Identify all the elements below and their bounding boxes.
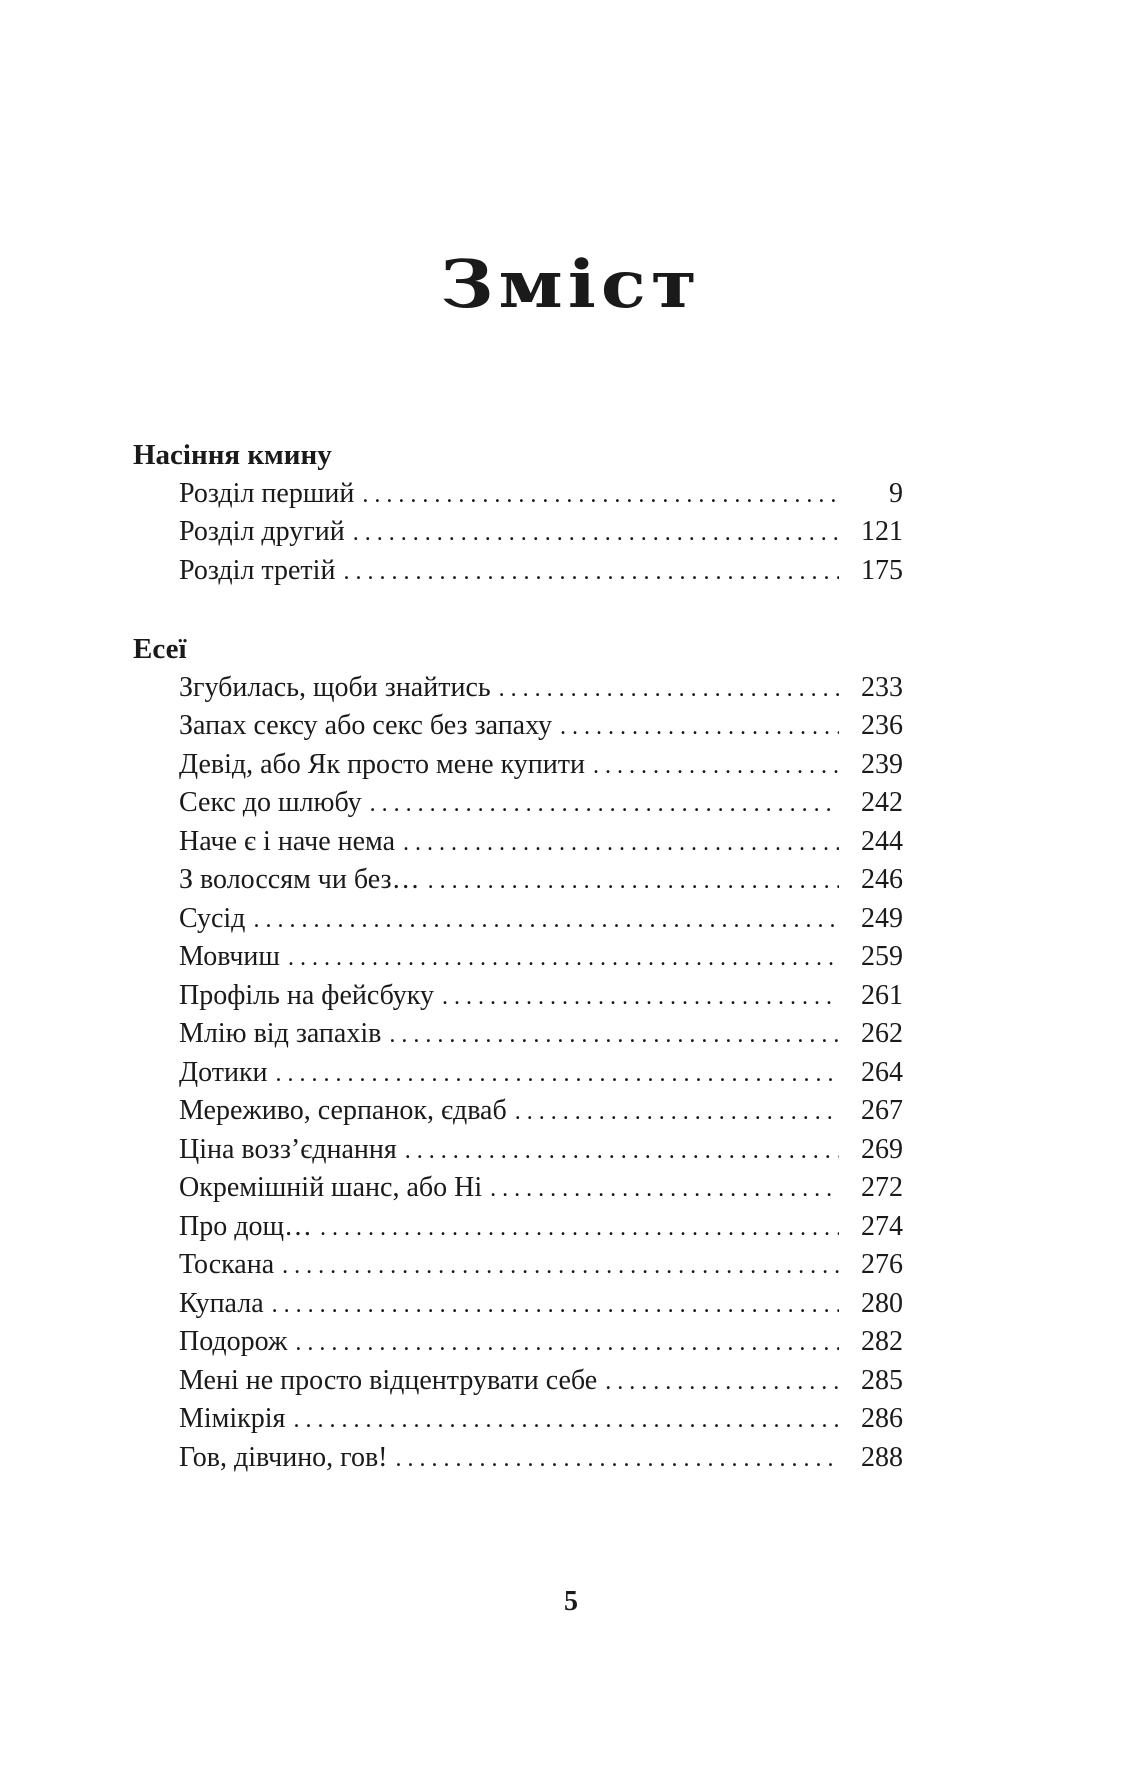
entry-page-number: 175 [861,554,903,586]
dot-leader [552,708,839,747]
toc-entry [179,1400,903,1439]
toc-entry [179,1092,903,1131]
toc-entry [179,1131,903,1170]
table-of-contents [133,436,903,1477]
toc-entry [179,475,903,514]
toc-entry [179,784,903,823]
entry-title: Секс до шлюбу [179,787,362,818]
dot-leader [362,785,839,824]
toc-entry [179,1362,903,1401]
dot-leader [354,476,839,515]
dot-leader [268,1055,839,1094]
entry-page-number: 262 [861,1018,903,1049]
page-number: 5 [564,1586,578,1617]
dot-leader [280,939,839,978]
dot-leader [491,670,839,709]
entry-page-number: 246 [861,864,903,895]
entry-title: Мені не просто відцентрувати себе [179,1364,598,1396]
toc-section [133,630,903,1477]
dot-leader [420,862,839,901]
entry-page-number: 236 [861,710,903,741]
entry-title: Профіль на фейсбуку [179,979,435,1011]
entry-title: Згубилась, щоби знайтись [179,671,491,703]
toc-entry [179,707,903,746]
toc-entry [179,513,903,552]
entry-page-number: 249 [861,902,903,934]
entry-page-number: 285 [861,1364,903,1396]
entry-page-number: 280 [861,1287,903,1319]
entry-title: Мовчиш [179,941,280,972]
dot-leader [274,1247,839,1286]
entry-title: Мереживо, серпанок, єдваб [179,1095,507,1126]
toc-entry [179,900,903,939]
toc-entry [179,861,903,900]
dot-leader [397,1132,839,1171]
entry-page-number: 239 [861,748,903,780]
dot-leader [482,1170,839,1209]
toc-entry [179,746,903,785]
dot-leader [245,901,839,940]
entry-title: Запах сексу або секс без запаху [179,710,553,741]
toc-entry [179,552,903,591]
toc-entry [179,1439,903,1478]
entry-title: Сусід [179,902,246,934]
entry-page-number: 276 [861,1249,903,1280]
entry-page-number: 282 [861,1326,903,1357]
entry-page-number: 121 [861,516,903,547]
toc-entry [179,1323,903,1362]
entry-page-number: 9 [889,477,903,509]
entry-page-number: 242 [861,787,903,818]
entry-title: Наче є і наче нема [179,825,396,857]
entry-page-number: 233 [861,671,903,703]
toc-entry [179,1169,903,1208]
entry-title: Девід, або Як просто мене купити [179,748,585,780]
toc-entry [179,1054,903,1093]
entry-title: Розділ перший [179,477,355,509]
dot-leader [264,1286,839,1325]
entry-page-number: 272 [861,1172,903,1203]
dot-leader [585,747,839,786]
toc-section [133,436,903,590]
toc-entry [179,977,903,1016]
entry-title: Окремішній шанс, або Ні [179,1172,483,1203]
entry-list [133,669,903,1478]
entry-page-number: 288 [861,1441,903,1473]
toc-entry [179,669,903,708]
entry-title: Тоскана [179,1249,275,1280]
entry-title: Розділ другий [179,516,345,547]
entry-title: Про дощ… [179,1210,313,1242]
entry-page-number: 274 [861,1210,903,1242]
page-title: Зміст [440,247,702,323]
dot-leader [287,1324,839,1363]
section-title: Насіння кмину [133,439,332,471]
toc-entry [179,1285,903,1324]
entry-page-number: 259 [861,941,903,972]
entry-title: Гов, дівчино, гов! [179,1441,388,1473]
dot-leader [395,824,839,863]
entry-title: Дотики [179,1056,268,1088]
dot-leader [597,1363,839,1402]
toc-entry [179,823,903,862]
toc-entry [179,1208,903,1247]
dot-leader [285,1401,839,1440]
toc-entry [179,938,903,977]
entry-page-number: 261 [861,979,903,1011]
dot-leader [381,1016,839,1055]
dot-leader [507,1093,839,1132]
dot-leader [335,553,839,592]
entry-page-number: 267 [861,1095,903,1126]
entry-title: Купала [179,1287,264,1319]
dot-leader [434,978,839,1017]
dot-leader [388,1440,839,1479]
entry-title: Мімікрія [179,1403,286,1434]
entry-page-number: 286 [861,1403,903,1434]
entry-page-number: 269 [861,1133,903,1165]
entry-page-number: 264 [861,1056,903,1088]
section-title: Есеї [133,633,187,665]
entry-title: Млію від запахів [179,1018,382,1049]
entry-title: Ціна возз’єднання [179,1133,397,1165]
entry-page-number: 244 [861,825,903,857]
entry-list [133,475,903,591]
toc-entry [179,1246,903,1285]
dot-leader [345,514,839,553]
entry-title: Подорож [179,1326,288,1357]
entry-title: З волоссям чи без… [179,864,420,895]
entry-title: Розділ третій [179,554,336,586]
toc-entry [179,1015,903,1054]
dot-leader [312,1209,839,1248]
